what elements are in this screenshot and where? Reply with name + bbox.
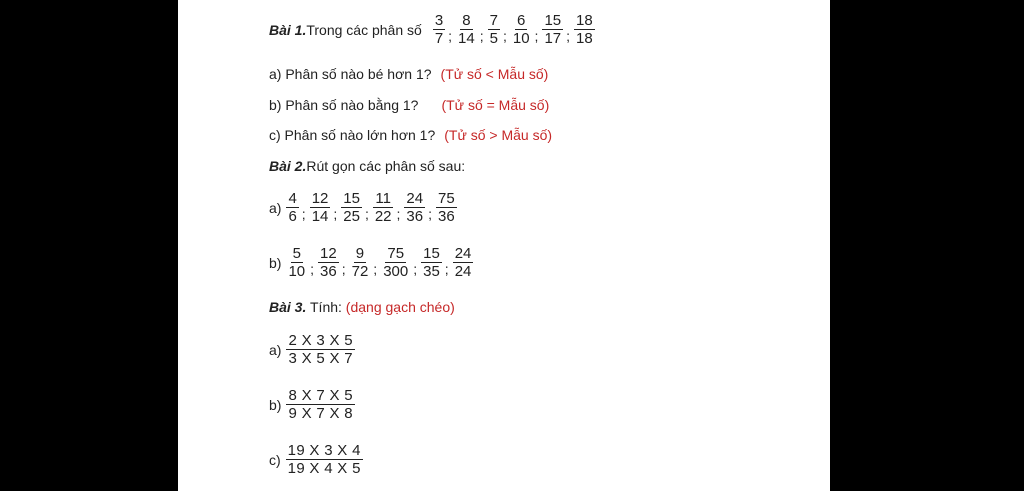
fraction-numerator: 75 <box>438 190 455 207</box>
bai3-title-text: Tính: <box>306 299 346 315</box>
fraction-numerator: 9 <box>355 245 365 262</box>
fraction <box>488 12 500 47</box>
fraction <box>511 12 532 47</box>
bai2-row-b-label: b) <box>269 254 282 271</box>
fraction <box>286 190 298 225</box>
bai1-item-c <box>269 127 552 143</box>
bai1-item-b <box>269 97 549 113</box>
fraction-separator: ; <box>364 205 369 222</box>
bai3-item-c <box>269 442 364 477</box>
bai3-title-bold: Bài 3. <box>269 299 307 315</box>
fraction-numerator: 11 <box>375 190 391 207</box>
fraction <box>456 12 477 47</box>
bai3-item-a-label: a) <box>269 341 282 358</box>
fraction-numerator: 6 <box>517 12 526 29</box>
fraction-denominator: 36 <box>438 208 455 225</box>
bai1-item-a-hint: (Tử số < Mẫu số) <box>440 66 549 82</box>
fraction-numerator: 24 <box>454 245 472 262</box>
worksheet-page <box>178 0 830 491</box>
bai1-title-line <box>269 12 596 47</box>
fraction-denominator: 300 <box>383 263 409 280</box>
fraction <box>453 245 474 280</box>
fraction-denominator: 72 <box>351 263 369 280</box>
fraction-separator: ; <box>428 205 432 222</box>
fraction-denominator: 14 <box>458 30 475 47</box>
fraction-numerator: 8 <box>462 12 471 29</box>
bai3-title-hint: (dạng gạch chéo) <box>345 299 455 315</box>
fraction <box>381 245 410 280</box>
bai1-title-bold: Bài 1. <box>269 21 307 38</box>
bai1-item-c-text: c) Phân số nào lớn hơn 1? <box>269 127 436 143</box>
fraction-separator: ; <box>566 27 571 44</box>
bai1-item-b-text: b) Phân số nào bằng 1? <box>269 97 419 113</box>
fraction-separator: ; <box>310 260 315 277</box>
bai1-item-c-hint: (Tử số > Mẫu số) <box>444 127 553 143</box>
fraction <box>542 12 563 47</box>
fraction <box>350 245 371 280</box>
bai3-item-b-fraction <box>286 387 354 422</box>
bai2-title-line <box>269 158 465 174</box>
fraction-numerator: 3 <box>434 12 444 29</box>
fraction-numerator: 18 <box>576 12 593 29</box>
bai3-item-a-numerator: 2 X 3 X 5 <box>288 332 353 349</box>
fraction-numerator: 15 <box>544 12 562 29</box>
bai3-item-a <box>269 332 356 367</box>
bai2-title-bold: Bài 2. <box>269 158 307 174</box>
fraction-numerator: 4 <box>288 190 297 207</box>
fraction-denominator: 36 <box>406 208 424 225</box>
bai1-item-a <box>269 66 548 82</box>
fraction <box>373 190 394 225</box>
fraction-separator: ; <box>448 27 453 44</box>
fraction-separator: ; <box>479 27 484 44</box>
fraction-separator: ; <box>396 205 401 222</box>
bai3-item-b <box>269 387 356 422</box>
bai1-item-a-text: a) Phân số nào bé hơn 1? <box>269 66 432 82</box>
fraction-numerator: 5 <box>292 245 301 262</box>
fraction <box>286 245 307 280</box>
bai3-title-line <box>269 299 455 315</box>
bai2-row-b <box>269 245 474 280</box>
bai3-item-c-fraction <box>286 442 363 477</box>
bai2-row-a-fractions <box>285 190 457 225</box>
fraction-denominator: 18 <box>576 30 593 47</box>
bai1-fraction-list <box>432 12 596 47</box>
bai3-item-a-fraction <box>286 332 354 367</box>
bai1-item-b-hint: (Tử số = Mẫu số) <box>441 97 550 113</box>
fraction-separator: ; <box>301 205 306 222</box>
bai3-item-b-denominator: 9 X 7 X 8 <box>288 405 353 422</box>
fraction-denominator: 35 <box>423 263 440 280</box>
fraction-separator: ; <box>413 260 418 277</box>
fraction-numerator: 75 <box>387 245 405 262</box>
bai2-row-a <box>269 190 458 225</box>
fraction-numerator: 15 <box>423 245 440 262</box>
fraction-numerator: 12 <box>311 190 329 207</box>
fraction-denominator: 10 <box>288 263 306 280</box>
fraction-separator: ; <box>534 27 539 44</box>
bai3-item-b-label: b) <box>269 396 282 413</box>
fraction-denominator: 6 <box>288 208 297 225</box>
fraction <box>574 12 595 47</box>
bai3-item-c-label: c) <box>269 451 281 468</box>
fraction <box>341 190 362 225</box>
fraction-denominator: 14 <box>311 208 329 225</box>
bai3-item-b-numerator: 8 X 7 X 5 <box>288 387 353 404</box>
fraction <box>421 245 442 280</box>
fraction-denominator: 10 <box>512 30 530 47</box>
fraction-separator: ; <box>502 27 507 44</box>
fraction-denominator: 36 <box>320 263 337 280</box>
fraction <box>433 12 445 47</box>
fraction-denominator: 24 <box>454 263 472 280</box>
fraction <box>318 245 339 280</box>
fraction-separator: ; <box>333 205 338 222</box>
fraction <box>404 190 425 225</box>
fraction <box>436 190 457 225</box>
bai2-row-a-label: a) <box>269 199 282 216</box>
bai2-title-text: Rút gọn các phân số sau: <box>306 158 466 174</box>
fraction <box>310 190 331 225</box>
fraction-denominator: 17 <box>544 30 562 47</box>
fraction-separator: ; <box>444 260 449 277</box>
fraction-numerator: 24 <box>406 190 424 207</box>
fraction-separator: ; <box>341 260 346 277</box>
fraction-numerator: 12 <box>320 245 337 262</box>
fraction-separator: ; <box>373 260 378 277</box>
bai3-item-c-numerator: 19 X 3 X 4 <box>287 442 361 459</box>
fraction-numerator: 7 <box>489 12 498 29</box>
bai2-row-b-fractions <box>285 245 474 280</box>
bai3-item-a-denominator: 3 X 5 X 7 <box>288 350 353 367</box>
fraction-denominator: 25 <box>343 208 360 225</box>
fraction-denominator: 22 <box>374 208 392 225</box>
fraction-denominator: 7 <box>434 30 444 47</box>
bai1-title-text: Trong các phân số <box>306 21 422 38</box>
fraction-numerator: 15 <box>343 190 360 207</box>
bai3-item-c-denominator: 19 X 4 X 5 <box>287 460 361 477</box>
fraction-denominator: 5 <box>489 30 498 47</box>
